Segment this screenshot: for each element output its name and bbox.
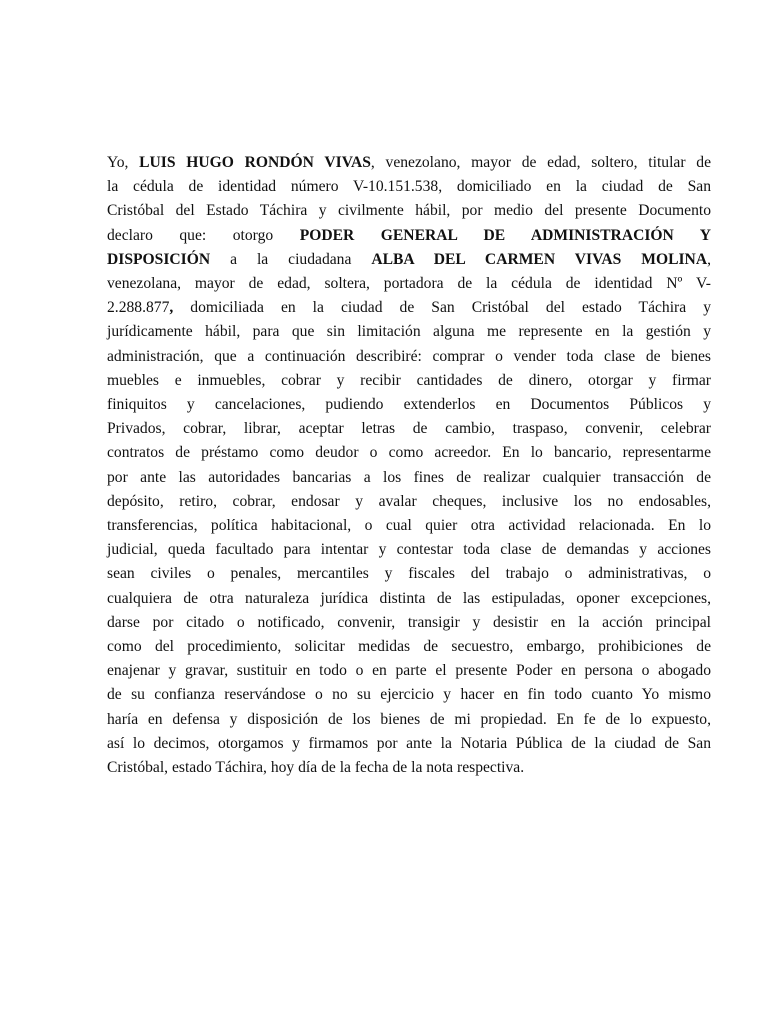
text-run: jurídicamente hábil, para que sin limitación alguna me represente en la gestión y: [107, 323, 711, 341]
paragraph-line: [107, 442, 711, 464]
paragraph-line: [107, 733, 711, 755]
paragraph-line: [107, 660, 711, 682]
paragraph-line: [107, 588, 711, 610]
text-run: ,: [707, 250, 711, 268]
text-run: domiciliada en la ciudad de San Cristóbal del estado Táchira y: [173, 299, 711, 317]
paragraph-line: [107, 467, 711, 489]
text-run: así lo decimos, otorgamos y firmamos por ante la Notaria Pública de la ciudad de San: [107, 734, 711, 752]
text-run: Privados, cobrar, librar, aceptar letras de cambio, traspaso, convenir, celebrar: [107, 420, 711, 438]
paragraph-line: [107, 176, 711, 198]
paragraph-line: [107, 370, 711, 392]
text-run: haría en defensa y disposición de los bienes de mi propiedad. En fe de lo expuesto,: [107, 710, 711, 728]
bold-text-run: ,: [169, 299, 174, 317]
paragraph-line: [107, 612, 711, 634]
paragraph-line: [107, 418, 711, 440]
paragraph-line: [107, 539, 711, 561]
text-run: declaro que: otorgo: [107, 226, 300, 244]
paragraph-line: [107, 346, 711, 368]
paragraph-line: [107, 321, 711, 343]
text-run: darse por citado o notificado, convenir, transigir y desistir en la acción principal: [107, 613, 711, 631]
paragraph-line: [107, 563, 711, 585]
paragraph-line: [107, 200, 711, 222]
text-run: venezolana, mayor de edad, soltera, portadora de la cédula de identidad Nº V-: [107, 275, 711, 292]
bold-text-run: DISPOSICIÓN: [107, 250, 211, 268]
text-run: judicial, queda facultado para intentar y contestar toda clase de demandas y acciones: [107, 541, 711, 559]
text-run: Yo,: [107, 154, 140, 171]
paragraph-line: [107, 709, 711, 731]
text-run: como del procedimiento, solicitar medidas de secuestro, embargo, prohibiciones de: [107, 638, 711, 655]
paragraph-line: [107, 273, 711, 295]
text-run: finiquitos y cancelaciones, pudiendo extenderlos en Documentos Públicos y: [107, 396, 711, 413]
bold-text-run: ALBA DEL CARMEN VIVAS MOLINA: [371, 250, 708, 268]
text-run: por ante las autoridades bancarias a los fines de realizar cualquier transacción de: [107, 468, 711, 486]
text-run: 2.288.877: [107, 299, 170, 317]
paragraph-line: [107, 757, 711, 779]
text-run: contratos de préstamo como deudor o como acreedor. En lo bancario, representarme: [107, 444, 711, 462]
paragraph-line: [107, 225, 711, 247]
text-run: administración, que a continuación describiré: comprar o vender toda clase de bienes: [107, 347, 711, 365]
paragraph-line: [107, 515, 711, 537]
paragraph-line: [107, 636, 711, 658]
paragraph-line: [107, 249, 711, 271]
paragraph-line: [107, 152, 711, 174]
text-run: muebles e inmuebles, cobrar y recibir cantidades de dinero, otorgar y firmar: [107, 371, 711, 389]
text-run: enajenar y gravar, sustituir en todo o en parte el presente Poder en persona o abogado: [107, 662, 711, 680]
paragraph-line: [107, 491, 711, 513]
text-run: Cristóbal del Estado Táchira y civilmente hábil, por medio del presente Documento: [107, 202, 711, 220]
paragraph-line: [107, 394, 711, 416]
text-run: depósito, retiro, cobrar, endosar y avalar cheques, inclusive los no endosables,: [107, 492, 711, 510]
text-run: transferencias, política habitacional, o cual quier otra actividad relacionada. En lo: [107, 517, 711, 534]
text-run: , venezolano, mayor de edad, soltero, titular de: [370, 154, 711, 171]
text-run: sean civiles o penales, mercantiles y fiscales del trabajo o administrativas, o: [107, 565, 711, 583]
text-run: Cristóbal, estado Táchira, hoy día de la fecha de la nota respectiva.: [107, 759, 525, 776]
text-run: cualquiera de otra naturaleza jurídica distinta de las estipuladas, oponer excepciones,: [107, 589, 711, 607]
bold-text-run: PODER GENERAL DE ADMINISTRACIÓN Y: [299, 226, 711, 244]
paragraph-line: [107, 684, 711, 706]
text-run: a la ciudadana: [210, 250, 372, 268]
bold-text-run: LUIS HUGO RONDÓN VIVAS: [139, 154, 371, 171]
paragraph-line: [107, 297, 711, 319]
text-run: la cédula de identidad número V-10.151.538, domiciliado en la ciudad de San: [107, 178, 711, 196]
text-run: de su confianza reservándose o no su ejercicio y hacer en fin todo cuanto Yo mismo: [107, 686, 711, 704]
